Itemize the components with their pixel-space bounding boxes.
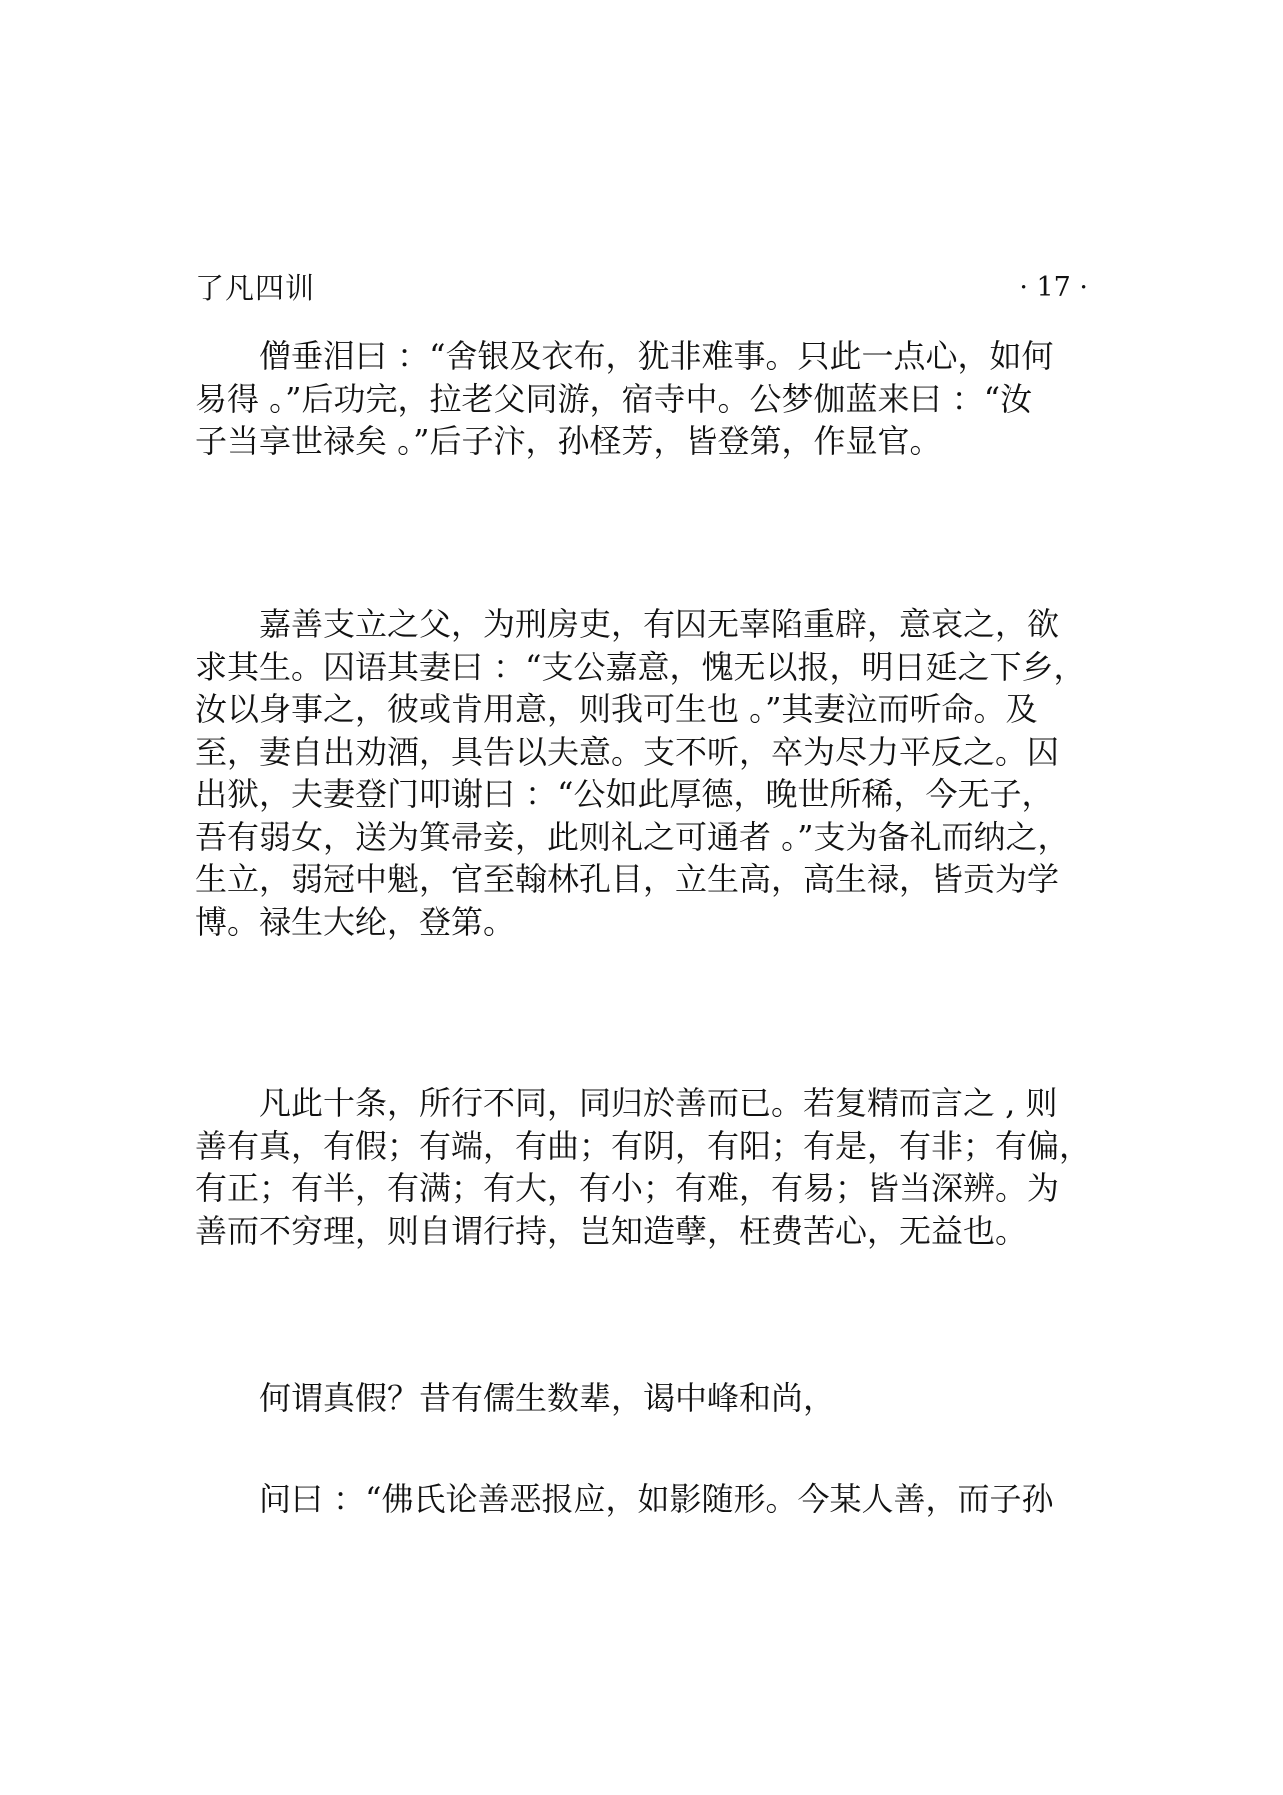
paragraph-question (195, 1478, 1095, 1521)
paragraph-ten-cases (195, 1082, 1095, 1252)
paragraph-line: 吾有弱女，送为箕帚妾，此则礼之可通者 。”支为备礼而纳之， (195, 817, 1070, 856)
paragraph-line: 问曰 ：“佛氏论善恶报应，如影随形。今某人善，而子孙 (259, 1480, 1054, 1518)
paragraph-line: 易得 。”后功完，拉老父同游，宿寺中。公梦伽蓝来曰 ：“汝 (195, 379, 1033, 418)
paragraph-line: 僧垂泪曰 ：“舍银及衣布，犹非难事。只此一点心，如何 (259, 337, 1054, 375)
paragraph-line: 出狱，夫妻登门叩谢曰 ：“公如此厚德，晚世所稀，今无子， (195, 775, 1054, 813)
paragraph-line: 汝以身事之，彼或肯用意，则我可生也 。”其妻泣而听命。及 (195, 690, 1038, 728)
paragraph-line: 求其生。囚语其妻曰 ：“支公嘉意，愧无以报，明日延之下乡， (195, 647, 1086, 686)
paragraph-line: 至，妻自出劝酒，具告以夫意。支不听，卒为尽力平反之。囚 (195, 732, 1060, 771)
paragraph-line: 何谓真假？昔有儒生数辈，谒中峰和尚， (259, 1379, 836, 1417)
running-title: 了凡四训 (195, 271, 316, 305)
paragraph-line: 有正；有半，有满；有大，有小；有难，有易；皆当深辨。为 (195, 1169, 1060, 1207)
paragraph-line: 博。禄生大纶，登第。 (195, 902, 516, 941)
paragraph-line: 生立，弱冠中魁，官至翰林孔目，立生高，高生禄，皆贡为学 (195, 860, 1060, 898)
paragraph-line: 嘉善支立之父，为刑房吏，有囚无辜陷重辟，意哀之，欲 (259, 605, 1060, 643)
paragraph-line: 善有真，有假；有端，有曲；有阴，有阳；有是，有非；有偏， (195, 1126, 1092, 1165)
paragraph-line: 善而不穷理，则自谓行持，岂知造孽，枉费苦心，无益也。 (195, 1211, 1028, 1250)
paragraph-zhi-li-father (195, 603, 1095, 943)
paragraph-line: 子当享世禄矣 。”后子汴，孙柽芳，皆登第，作显官。 (195, 422, 942, 460)
paragraph-true-false (195, 1377, 1095, 1420)
paragraph-monk-tears (195, 335, 1095, 463)
paragraph-line: 凡此十条，所行不同，同归於善而已。若复精而言之 , 则 (259, 1084, 1058, 1122)
page-number: · 17 · (1019, 272, 1088, 303)
